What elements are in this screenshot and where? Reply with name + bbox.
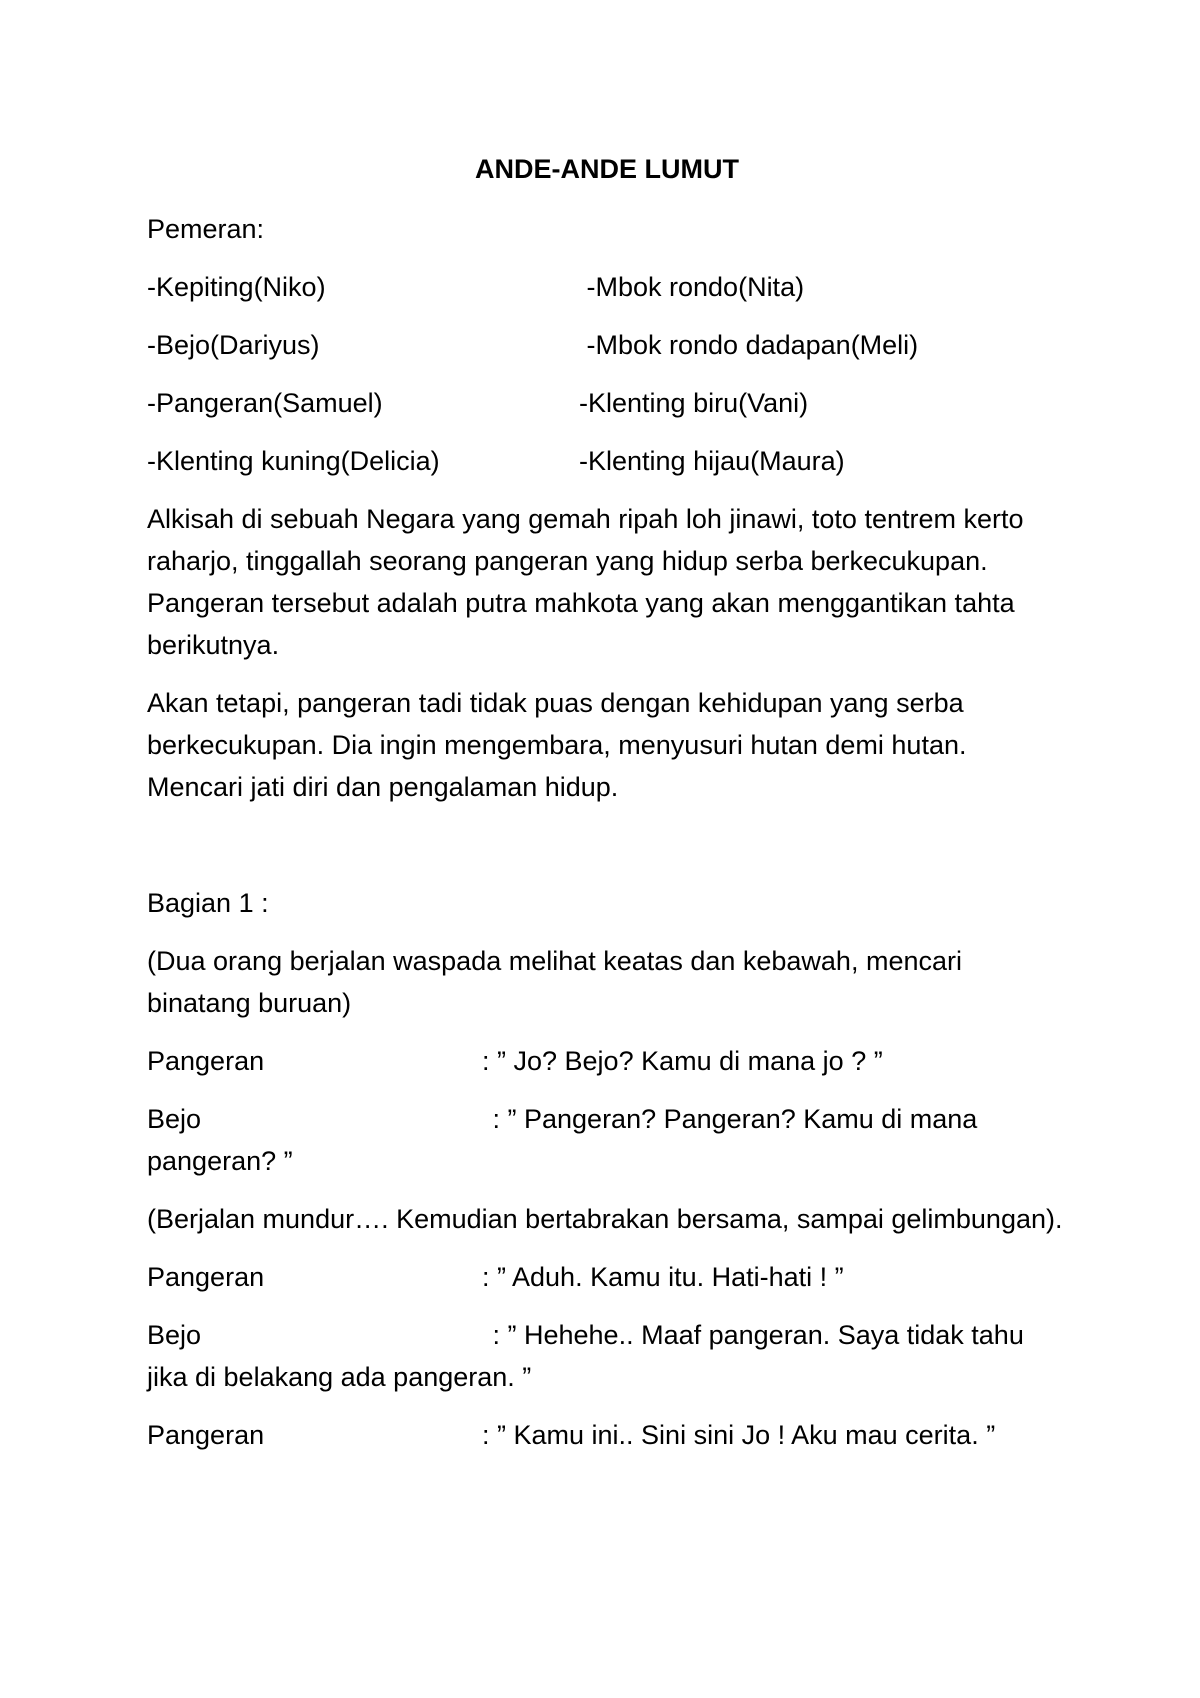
speaker-name: Pangeran	[147, 1262, 265, 1292]
speaker-name: Bejo	[147, 1104, 202, 1134]
narrative-paragraph: Alkisah di sebuah Negara yang gemah ripah loh jinawi, toto tentrem kerto raharjo, tinggallah seorang pangeran yang hidup serba berkecukupan. Pangeran tersebut adalah putra mahkota yang akan menggantikan tahta berikutnya.	[147, 504, 1024, 660]
section-heading: Bagian 1 :	[147, 888, 269, 918]
dialogue-text: : ” Aduh. Kamu itu. Hati-hati ! ”	[482, 1262, 844, 1292]
cast-entry: -Bejo(Dariyus)	[147, 330, 320, 360]
narrative-paragraph: Akan tetapi, pangeran tadi tidak puas dengan kehidupan yang serba berkecukupan. Dia ingin mengembara, menyusuri hutan demi hutan. Mencari jati diri dan pengalaman hidup.	[147, 688, 967, 802]
dialogue-text: : ” Hehehe.. Maaf pangeran. Saya tidak tahu jika di belakang ada pangeran. ”	[147, 1320, 1024, 1392]
stage-direction: (Dua orang berjalan waspada melihat keatas dan kebawah, mencari binatang buruan)	[147, 946, 962, 1018]
cast-entry: -Pangeran(Samuel)	[147, 388, 383, 418]
cast-entry: -Kepiting(Niko)	[147, 272, 326, 302]
cast-entry: -Mbok rondo dadapan(Meli)	[579, 330, 919, 360]
dialogue-line	[147, 1314, 1067, 1398]
section-spacer	[147, 824, 1067, 882]
cast-entry: -Klenting hijau(Maura)	[579, 446, 845, 476]
document-title: ANDE-ANDE LUMUT	[475, 154, 739, 184]
cast-row	[147, 324, 1067, 366]
dialogue-line	[147, 1040, 1067, 1082]
cast-row	[147, 382, 1067, 424]
dialogue-line	[147, 1098, 1067, 1182]
cast-entry: -Klenting biru(Vani)	[579, 388, 809, 418]
cast-heading: Pemeran:	[147, 214, 265, 244]
document-body	[147, 148, 1067, 1472]
dialogue-text: : ” Pangeran? Pangeran? Kamu di mana pangeran? ”	[147, 1104, 978, 1176]
dialogue-line	[147, 1414, 1067, 1456]
stage-direction: (Berjalan mundur…. Kemudian bertabrakan bersama, sampai gelimbungan).	[147, 1204, 1063, 1234]
dialogue-text: : ” Kamu ini.. Sini sini Jo ! Aku mau cerita. ”	[482, 1420, 996, 1450]
dialogue-text: : ” Jo? Bejo? Kamu di mana jo ? ”	[482, 1046, 883, 1076]
cast-entry: -Klenting kuning(Delicia)	[147, 446, 440, 476]
speaker-name: Pangeran	[147, 1420, 265, 1450]
speaker-name: Pangeran	[147, 1046, 265, 1076]
cast-row	[147, 440, 1067, 482]
dialogue-line	[147, 1256, 1067, 1298]
cast-row	[147, 266, 1067, 308]
speaker-name: Bejo	[147, 1320, 202, 1350]
cast-entry: -Mbok rondo(Nita)	[579, 272, 805, 302]
